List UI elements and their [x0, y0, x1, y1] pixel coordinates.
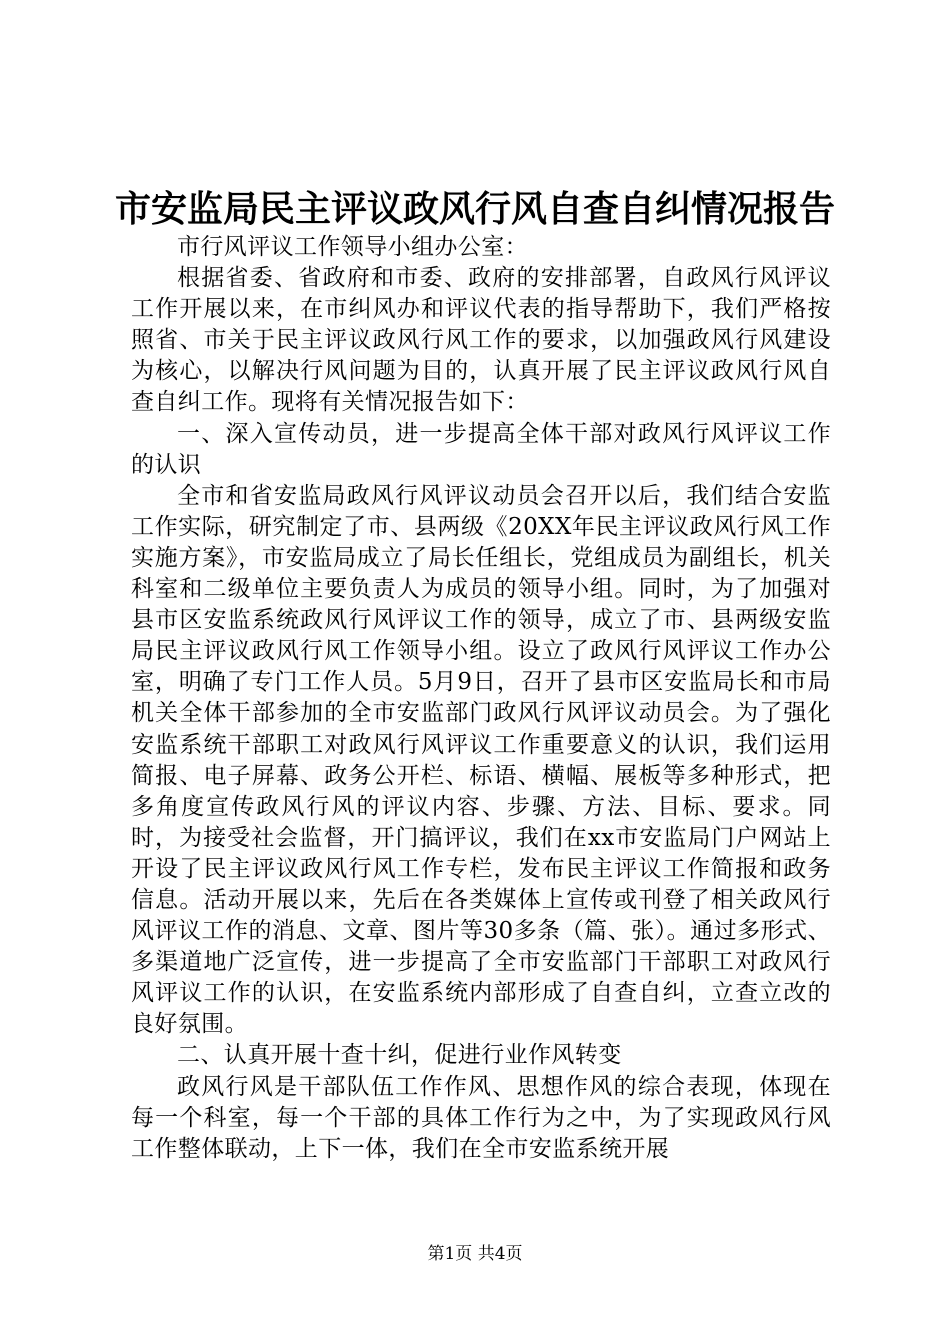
salutation-paragraph: 市行风评议工作领导小组办公室：: [177, 234, 528, 260]
intro-paragraph: 根据省委、省政府和市委、政府的安排部署，自政风行风评议工作开展以来，在市纠风办和评议代表的指导帮助下，我们严格按照省、市关于民主评议政风行风工作的要求，以加强政风行风建设为核心，以解决行风问题为目的，认真开展了民主评议政风行风自查自纠工作。现将有关情况报告如下：: [131, 265, 831, 416]
document-body: [131, 232, 831, 1165]
section-2-paragraph: 政风行风是干部队伍工作作风、思想作风的综合表现，体现在每一个科室，每一个干部的具体工作行为之中，为了实现政风行风工作整体联动，上下一体，我们在全市安监系统开展: [131, 1073, 831, 1162]
document-title: 市安监局民主评议政风行风自查自纠情况报告: [114, 188, 835, 230]
section-1-paragraph: 全市和省安监局政风行风评议动员会召开以后，我们结合安监工作实际，研究制定了市、县两级《20XX年民主评议政风行风工作实施方案》，市安监局成立了局长任组长，党组成员为副组长，机关科室和二级单位主要负责人为成员的领导小组。同时，为了加强对县市区安监系统政风行风评议工作的领导，成立了市、县两级安监局民主评议政风行风工作领导小组。设立了政风行风评议工作办公室，明确了专门工作人员。5月9日，召开了县市区安监局长和市局机关全体干部参加的全市安监部门政风行风评议动员会。为了强化安监系统干部职工对政风行风评议工作重要意义的认识，我们运用简报、电子屏幕、政务公开栏、标语、横幅、展板等多种形式，把多角度宣传政风行风的评议内容、步骤、方法、目标、要求。同时，为接受社会监督，开门搞评议，我们在xx市安监局门户网站上开设了民主评议政风行风工作专栏，发布民主评议工作简报和政务信息。活动开展以来，先后在各类媒体上宣传或刊登了相关政风行风评议工作的消息、文章、图片等30多条（篇、张）。通过多形式、多渠道地广泛宣传，进一步提高了全市安监部门干部职工对政风行风评议工作的认识，在安监系统内部形成了自查自纠，立查立改的良好氛围。: [131, 482, 831, 1038]
page-number-footer: 第1页 共4页: [427, 1244, 523, 1264]
section-heading-1: 一、深入宣传动员，进一步提高全体干部对政风行风评议工作的认识: [131, 420, 831, 478]
section-heading-2: 二、认真开展十查十纠，促进行业作风转变: [177, 1042, 622, 1069]
